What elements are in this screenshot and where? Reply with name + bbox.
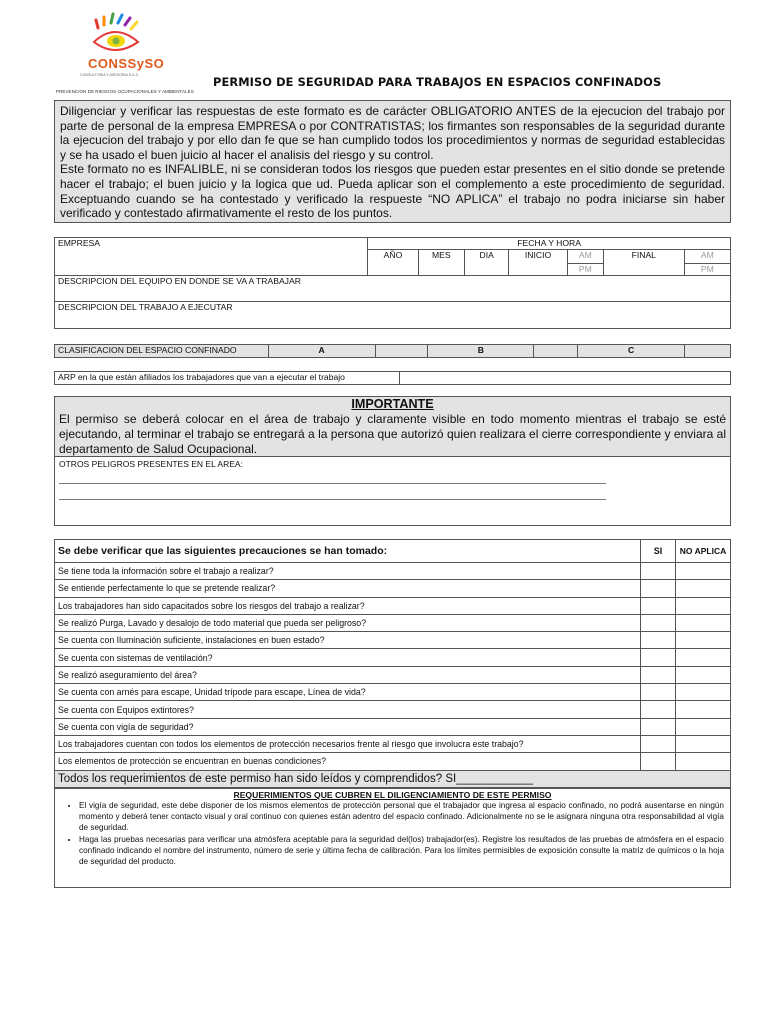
intro-paragraph-1: Diligenciar y verificar las respuestas de este formato es de carácter OBLIGATORIO ANTES de la ejecucion del trabajo por parte de personal de la empresa EMPRESA o por CONTRATISTAS; los firmantes son responsables de la seguridad durante la ejecucion del trabajo y por ello dan fe que se han cumplido todos los procedimientos y normas de seguridad establecidas y se ha usado el buen juicio al hacer el analisis del riesgo y su control. [60, 104, 725, 162]
document-title: PERMISO DE SEGURIDAD PARA TRABAJOS EN ESPACIOS CONFINADOS [213, 75, 662, 89]
checklist-row [55, 666, 731, 683]
checklist-no-aplica-box[interactable] [676, 666, 731, 683]
checklist-row [55, 753, 731, 770]
importante-body: El permiso se deberá colocar en el área de trabajo y claramente visible en todo momento mientras el trabajo se esté ejecutando, al terminar el trabajo se entregará a la persona que autorizó quien realizara el cierre correspondiente y enviara al departamento de Salud Ocupacional. [59, 412, 726, 457]
trabajo-field[interactable]: DESCRIPCION DEL TRABAJO A EJECUTAR [55, 302, 731, 329]
no-aplica-header: NO APLICA [676, 540, 731, 563]
clasificacion-c[interactable]: C [578, 345, 685, 358]
importante-title: IMPORTANTE [351, 397, 434, 411]
checklist-si-box[interactable] [641, 632, 676, 649]
clasificacion-b[interactable]: B [428, 345, 534, 358]
requerimientos-box [54, 787, 731, 888]
clasificacion-table [54, 344, 731, 358]
logo-tagline: PREVENCION DE RIESGOS OCUPACIONALES Y AMBIENTALES [56, 89, 194, 94]
checklist-no-aplica-box[interactable] [676, 701, 731, 718]
checklist-si-box[interactable] [641, 666, 676, 683]
checklist-no-aplica-box[interactable] [676, 753, 731, 770]
final-pm-option[interactable]: PM [684, 264, 730, 276]
arp-field[interactable] [400, 372, 731, 385]
otros-peligros-label: OTROS PELIGROS PRESENTES EN EL AREA: [59, 459, 243, 469]
checklist-row [55, 580, 731, 597]
clasificacion-a-box[interactable] [375, 345, 428, 358]
checklist-row [55, 718, 731, 735]
checklist-footer: Todos los requerimientos de este permiso han sido leídos y comprendidos? SI____________ [55, 770, 731, 788]
dia-field[interactable]: DIA [465, 250, 509, 276]
dash-line: ______________________________________________________________________________________________________________________________________________ [59, 475, 606, 484]
final-am-option[interactable]: AM [684, 250, 730, 264]
checklist-no-aplica-box[interactable] [676, 563, 731, 580]
checklist-si-box[interactable] [641, 649, 676, 666]
checklist-si-box[interactable] [641, 701, 676, 718]
clasificacion-a[interactable]: A [268, 345, 375, 358]
intro-box [54, 100, 731, 223]
checklist-no-aplica-box[interactable] [676, 735, 731, 752]
checklist-question: Los trabajadores cuentan con todos los elementos de protección necesarios frente al riesgo que involucra este trabajo? [55, 735, 641, 752]
clasificacion-b-box[interactable] [534, 345, 578, 358]
clasificacion-c-box[interactable] [685, 345, 731, 358]
checklist-si-box[interactable] [641, 735, 676, 752]
checklist-no-aplica-box[interactable] [676, 632, 731, 649]
checklist-row [55, 701, 731, 718]
checklist-si-box[interactable] [641, 597, 676, 614]
checklist-no-aplica-box[interactable] [676, 597, 731, 614]
checklist-question: Se tiene toda la información sobre el trabajo a realizar? [55, 563, 641, 580]
dash-line: ______________________________________________________________________________________________________________________________________________ [59, 491, 606, 500]
logo-eye-icon [60, 8, 200, 100]
checklist-si-box[interactable] [641, 718, 676, 735]
intro-paragraph-2: Este formato no es INFALIBLE, ni se consideran todos los riesgos que pueden estar presentes en el sitio donde se pretende hacer el trabajo; el buen juicio y la logica que ud. Pueda aplicar son el complemento a este procedimiento de seguridad. Exceptuando cuando se ha contestado y verificado la respueste “NO APLICA” el trabajo no podra iniciarse sin haber verificado y contestado afirmativamente el resto de los puntos. [60, 162, 725, 221]
otros-peligros-field[interactable] [54, 456, 731, 526]
checklist-row [55, 563, 731, 580]
arp-label: ARP en la que están afiliados los trabajadores que van a ejecutar el trabajo [55, 372, 400, 385]
checklist-si-box[interactable] [641, 684, 676, 701]
equipo-field[interactable]: DESCRIPCION DEL EQUIPO EN DONDE SE VA A TRABAJAR [55, 276, 731, 302]
checklist-question: Se cuenta con Equipos extintores? [55, 701, 641, 718]
checklist-question: Se realizó aseguramiento del área? [55, 666, 641, 683]
checklist-question: Se cuenta con sistemas de ventilación? [55, 649, 641, 666]
checklist-si-box[interactable] [641, 580, 676, 597]
checklist-row [55, 649, 731, 666]
requerimiento-item: • El vigía de seguridad, este debe disponer de los mismos elementos de protección personal que el trabajador que ingresa al espacio confinado, no podrá ausentarse en ningún momento y deberá tener contacto visual y oral continuo con quienes están adentro del espacio confinado. Adicionalmente no se le asignara ninguna otra responsabilidad al vigía de seguridad. [79, 800, 724, 834]
arp-table [54, 371, 731, 385]
checklist-si-box[interactable] [641, 614, 676, 631]
checklist-header: Se debe verificar que las siguientes precauciones se han tomado: [55, 540, 641, 563]
checklist-question: Se cuenta con vigía de seguridad? [55, 718, 641, 735]
checklist-question: Se entiende perfectamente lo que se pretende realizar? [55, 580, 641, 597]
checklist-no-aplica-box[interactable] [676, 580, 731, 597]
checklist-row [55, 632, 731, 649]
requerimientos-title: REQUERIMIENTOS QUE CUBREN EL DILIGENCIAMIENTO DE ESTE PERMISO [233, 790, 552, 800]
checklist-question: Los elementos de protección se encuentran en buenas condiciones? [55, 753, 641, 770]
checklist-question: Se cuenta con arnés para escape, Unidad trípode para escape, Línea de vida? [55, 684, 641, 701]
checklist-row [55, 597, 731, 614]
checklist-si-box[interactable] [641, 563, 676, 580]
company-logo [60, 8, 200, 100]
inicio-field[interactable]: INICIO [509, 250, 567, 276]
checklist-table [54, 539, 731, 789]
mes-field[interactable]: MES [418, 250, 464, 276]
checklist-no-aplica-box[interactable] [676, 649, 731, 666]
fecha-hora-label: FECHA Y HORA [368, 238, 731, 250]
checklist-si-box[interactable] [641, 753, 676, 770]
checklist-question: Los trabajadores han sido capacitados sobre los riesgos del trabajo a realizar? [55, 597, 641, 614]
inicio-pm-option[interactable]: PM [567, 264, 603, 276]
si-header: SI [641, 540, 676, 563]
checklist-row [55, 735, 731, 752]
clasificacion-label: CLASIFICACION DEL ESPACIO CONFINADO [55, 345, 269, 358]
checklist-no-aplica-box[interactable] [676, 614, 731, 631]
checklist-row [55, 684, 731, 701]
logo-name: CONSSySO [88, 56, 165, 71]
requerimiento-item: • Haga las pruebas necesarias para verificar una atmósfera aceptable para la seguridad del(los) trabajador(es). Registre los resultados de las pruebas de atmósfera en el espacio confinado indicando el nombre del instrumento, número de serie y última fecha de calibración. Para los límites permisibles de exposición consulte la matriz de químicos o la hoja de seguridad del producto. [79, 834, 724, 868]
work-info-table [54, 237, 731, 329]
checklist-question: Se realizó Purga, Lavado y desalojo de todo material que pueda ser peligroso? [55, 614, 641, 631]
checklist-no-aplica-box[interactable] [676, 684, 731, 701]
inicio-am-option[interactable]: AM [567, 250, 603, 264]
logo-sub: CONSULTORIA Y ASESORIA S.A.S. [80, 73, 139, 77]
checklist-no-aplica-box[interactable] [676, 718, 731, 735]
ano-field[interactable]: AÑO [368, 250, 418, 276]
checklist-question: Se cuenta con Iluminación suficiente, instalaciones en buen estado? [55, 632, 641, 649]
empresa-field[interactable]: EMPRESA [55, 238, 368, 276]
final-field[interactable]: FINAL [604, 250, 685, 276]
checklist-row [55, 614, 731, 631]
